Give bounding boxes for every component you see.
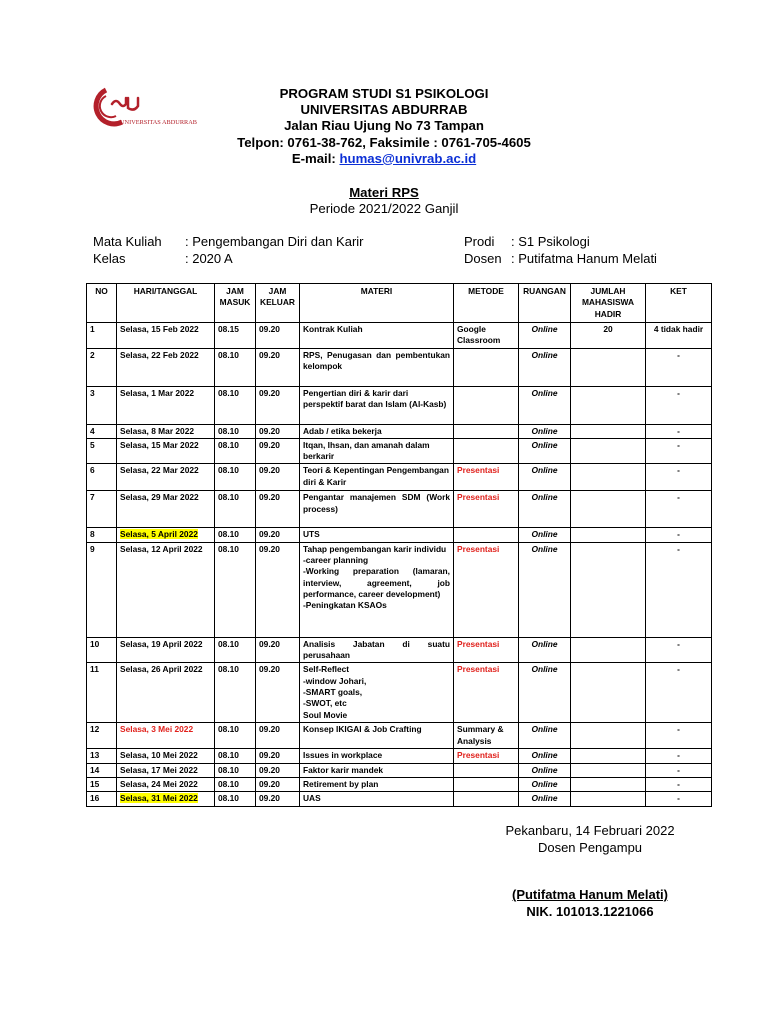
row-jam-keluar: 09.20 xyxy=(256,464,300,491)
row-materi: Kontrak Kuliah xyxy=(300,323,454,349)
table-row xyxy=(87,723,712,749)
row-jam-keluar: 09.20 xyxy=(256,491,300,528)
row-materi: Itqan, Ihsan, dan amanah dalam berkarir xyxy=(300,438,454,464)
table-row xyxy=(87,491,712,528)
row-no: 7 xyxy=(87,491,117,528)
row-date: Selasa, 15 Mar 2022 xyxy=(117,438,215,464)
row-date: Selasa, 1 Mar 2022 xyxy=(117,386,215,424)
row-date-cell xyxy=(117,528,215,542)
row-no: 15 xyxy=(87,777,117,791)
row-no: 13 xyxy=(87,749,117,763)
row-materi: Teori & Kepentingan Pengembangan diri & Karir xyxy=(300,464,454,491)
row-metode: Presentasi xyxy=(454,749,519,763)
row-metode xyxy=(454,348,519,386)
row-ruangan: Online xyxy=(519,542,571,637)
row-no: 4 xyxy=(87,424,117,438)
row-ruangan: Online xyxy=(519,386,571,424)
row-metode xyxy=(454,438,519,464)
mata-kuliah-value: : Pengembangan Diri dan Karir xyxy=(185,234,364,249)
row-jam-masuk: 08.10 xyxy=(215,348,256,386)
row-ruangan: Online xyxy=(519,777,571,791)
signer-nik: NIK. 101013.1221066 xyxy=(526,904,654,919)
signature-place-date-block xyxy=(460,822,720,856)
row-metode: Presentasi xyxy=(454,491,519,528)
row-ruangan: Online xyxy=(519,348,571,386)
row-no: 2 xyxy=(87,348,117,386)
col-header-jumlah: JUMLAH MAHASISWA HADIR xyxy=(571,284,646,323)
table-header-row xyxy=(87,284,712,323)
row-jam-keluar: 09.20 xyxy=(256,386,300,424)
row-jumlah xyxy=(571,491,646,528)
email-label: E-mail: xyxy=(291,150,340,166)
signer-role: Dosen Pengampu xyxy=(537,840,643,855)
row-materi: Pengertian diri & karir dari perspektif barat dan Islam (Al-Kasb) xyxy=(300,386,454,424)
row-ket: - xyxy=(646,723,712,749)
kelas-value: : 2020 A xyxy=(185,250,233,266)
row-materi: Adab / etika bekerja xyxy=(300,424,454,438)
table-row xyxy=(87,438,712,464)
row-ket: - xyxy=(646,386,712,424)
row-no: 1 xyxy=(87,323,117,349)
row-jumlah xyxy=(571,528,646,542)
row-jam-masuk: 08.10 xyxy=(215,763,256,777)
row-jumlah xyxy=(571,763,646,777)
program-info xyxy=(464,234,657,267)
row-jumlah xyxy=(571,542,646,637)
row-metode xyxy=(454,777,519,791)
row-date: Selasa, 15 Feb 2022 xyxy=(117,323,215,349)
row-ruangan: Online xyxy=(519,323,571,349)
row-jumlah xyxy=(571,438,646,464)
row-ket: - xyxy=(646,491,712,528)
row-jam-keluar: 09.20 xyxy=(256,777,300,791)
row-jam-keluar: 09.20 xyxy=(256,792,300,806)
dosen-label: Dosen xyxy=(464,250,502,266)
row-date: Selasa, 22 Mar 2022 xyxy=(117,464,215,491)
row-jam-keluar: 09.20 xyxy=(256,542,300,637)
rps-schedule-table xyxy=(86,283,712,807)
row-ket: - xyxy=(646,777,712,791)
row-ket: - xyxy=(646,464,712,491)
row-jam-masuk: 08.10 xyxy=(215,637,256,663)
row-no: 8 xyxy=(87,528,117,542)
row-ruangan: Online xyxy=(519,438,571,464)
university-name: UNIVERSITAS ABDURRAB xyxy=(300,102,468,118)
row-no: 3 xyxy=(87,386,117,424)
row-materi: Self-Reflect -window Johari, -SMART goals, -SWOT, etc Soul Movie xyxy=(300,663,454,723)
col-header-jam-keluar: JAM KELUAR xyxy=(256,284,300,323)
row-date: Selasa, 17 Mei 2022 xyxy=(117,763,215,777)
row-jumlah: 20 xyxy=(571,323,646,349)
col-header-metode: METODE xyxy=(454,284,519,323)
row-ruangan: Online xyxy=(519,749,571,763)
row-materi: Faktor karir mandek xyxy=(300,763,454,777)
address: Jalan Riau Ujung No 73 Tampan xyxy=(284,118,484,134)
row-ruangan: Online xyxy=(519,637,571,663)
dosen-value: : Putifatma Hanum Melati xyxy=(511,250,657,266)
row-date: Selasa, 3 Mei 2022 xyxy=(117,723,215,749)
course-info xyxy=(93,234,364,267)
row-ket: - xyxy=(646,528,712,542)
row-no: 9 xyxy=(87,542,117,637)
row-ket: - xyxy=(646,663,712,723)
row-no: 11 xyxy=(87,663,117,723)
row-materi: UAS xyxy=(300,792,454,806)
row-materi: Issues in workplace xyxy=(300,749,454,763)
row-jumlah xyxy=(571,386,646,424)
row-metode: Presentasi xyxy=(454,542,519,637)
table-row xyxy=(87,763,712,777)
row-jam-masuk: 08.10 xyxy=(215,491,256,528)
prodi-label: Prodi xyxy=(464,234,495,249)
row-materi: RPS, Penugasan dan pembentukan kelompok xyxy=(300,348,454,386)
row-no: 10 xyxy=(87,637,117,663)
table-row xyxy=(87,792,712,806)
place-date: Pekanbaru, 14 Februari 2022 xyxy=(505,823,675,838)
row-jam-masuk: 08.10 xyxy=(215,663,256,723)
row-materi: Retirement by plan xyxy=(300,777,454,791)
row-date: Selasa, 19 April 2022 xyxy=(117,637,215,663)
row-jam-masuk: 08.10 xyxy=(215,386,256,424)
row-materi: UTS xyxy=(300,528,454,542)
row-metode xyxy=(454,424,519,438)
row-metode xyxy=(454,763,519,777)
mata-kuliah-label: Mata Kuliah xyxy=(93,234,162,249)
col-header-no: NO xyxy=(87,284,117,323)
row-metode: Presentasi xyxy=(454,464,519,491)
col-header-date: HARI/TANGGAL xyxy=(117,284,215,323)
row-jam-keluar: 09.20 xyxy=(256,723,300,749)
row-ket: - xyxy=(646,763,712,777)
row-date: Selasa, 10 Mei 2022 xyxy=(117,749,215,763)
table-row xyxy=(87,348,712,386)
row-jam-keluar: 09.20 xyxy=(256,663,300,723)
program-name: PROGRAM STUDI S1 PSIKOLOGI xyxy=(279,86,489,101)
row-date: Selasa, 26 April 2022 xyxy=(117,663,215,723)
logo-text: UNIVERSITAS ABDURRAB xyxy=(120,119,197,126)
row-ket: - xyxy=(646,438,712,464)
row-metode xyxy=(454,528,519,542)
row-jam-masuk: 08.10 xyxy=(215,723,256,749)
row-jam-masuk: 08.10 xyxy=(215,438,256,464)
row-ket: - xyxy=(646,542,712,637)
row-date: Selasa, 5 April 2022 xyxy=(120,529,198,540)
table-row xyxy=(87,323,712,349)
row-jam-keluar: 09.20 xyxy=(256,763,300,777)
row-jumlah xyxy=(571,723,646,749)
row-date: Selasa, 12 April 2022 xyxy=(117,542,215,637)
row-jam-masuk: 08.10 xyxy=(215,777,256,791)
row-materi: Pengantar manajemen SDM (Work process) xyxy=(300,491,454,528)
kelas-label: Kelas xyxy=(93,250,126,266)
row-date: Selasa, 8 Mar 2022 xyxy=(117,424,215,438)
letterhead xyxy=(0,86,768,167)
row-ruangan: Online xyxy=(519,528,571,542)
row-ket: 4 tidak hadir xyxy=(646,323,712,349)
row-jam-masuk: 08.10 xyxy=(215,792,256,806)
table-row xyxy=(87,464,712,491)
row-date: Selasa, 29 Mar 2022 xyxy=(117,491,215,528)
row-jam-masuk: 08.10 xyxy=(215,542,256,637)
col-header-ruangan: RUANGAN xyxy=(519,284,571,323)
row-jumlah xyxy=(571,348,646,386)
row-jumlah xyxy=(571,637,646,663)
row-no: 14 xyxy=(87,763,117,777)
row-no: 16 xyxy=(87,792,117,806)
row-date-cell xyxy=(117,792,215,806)
row-materi: Konsep IKIGAI & Job Crafting xyxy=(300,723,454,749)
row-ruangan: Online xyxy=(519,464,571,491)
table-row xyxy=(87,749,712,763)
row-jam-keluar: 09.20 xyxy=(256,348,300,386)
row-date: Selasa, 22 Feb 2022 xyxy=(117,348,215,386)
row-jam-keluar: 09.20 xyxy=(256,528,300,542)
row-materi: Analisis Jabatan di suatu perusahaan xyxy=(300,637,454,663)
row-ket: - xyxy=(646,348,712,386)
col-header-materi: MATERI xyxy=(300,284,454,323)
row-ruangan: Online xyxy=(519,424,571,438)
row-jam-keluar: 09.20 xyxy=(256,323,300,349)
document-title: Materi RPS xyxy=(349,185,419,200)
row-ruangan: Online xyxy=(519,723,571,749)
signature-name-block xyxy=(460,886,720,920)
table-row xyxy=(87,386,712,424)
row-no: 6 xyxy=(87,464,117,491)
prodi-value: : S1 Psikologi xyxy=(511,234,590,249)
phone-fax: Telpon: 0761-38-762, Faksimile : 0761-705-4605 xyxy=(237,134,531,150)
row-metode: Presentasi xyxy=(454,663,519,723)
row-ruangan: Online xyxy=(519,792,571,806)
row-jumlah xyxy=(571,777,646,791)
table-row xyxy=(87,542,712,637)
table-row xyxy=(87,637,712,663)
row-no: 12 xyxy=(87,723,117,749)
row-jumlah xyxy=(571,663,646,723)
row-ket: - xyxy=(646,424,712,438)
row-jumlah xyxy=(571,424,646,438)
row-ruangan: Online xyxy=(519,663,571,723)
document-period: Periode 2021/2022 Ganjil xyxy=(309,201,459,216)
row-materi: Tahap pengembangan karir individu -career planning -Working preparation (lamaran, interview, agreement, job performance, career development) -Peningkatan KSAOs xyxy=(300,542,454,637)
row-jam-keluar: 09.20 xyxy=(256,749,300,763)
table-row xyxy=(87,528,712,542)
email-link[interactable]: humas@univrab.ac.id xyxy=(339,150,477,166)
row-jam-keluar: 09.20 xyxy=(256,637,300,663)
document-title-block xyxy=(0,185,768,217)
row-metode: Google Classroom xyxy=(454,323,519,349)
row-no: 5 xyxy=(87,438,117,464)
row-jam-masuk: 08.15 xyxy=(215,323,256,349)
row-ruangan: Online xyxy=(519,763,571,777)
row-metode xyxy=(454,386,519,424)
row-jam-keluar: 09.20 xyxy=(256,424,300,438)
row-jam-masuk: 08.10 xyxy=(215,749,256,763)
row-ket: - xyxy=(646,792,712,806)
signer-name: (Putifatma Hanum Melati) xyxy=(511,887,668,902)
row-jam-masuk: 08.10 xyxy=(215,424,256,438)
row-ruangan: Online xyxy=(519,491,571,528)
row-date: Selasa, 24 Mei 2022 xyxy=(117,777,215,791)
row-ket: - xyxy=(646,749,712,763)
email-line xyxy=(0,151,768,167)
col-header-jam-masuk: JAM MASUK xyxy=(215,284,256,323)
row-jumlah xyxy=(571,792,646,806)
row-jam-masuk: 08.10 xyxy=(215,464,256,491)
col-header-ket: KET xyxy=(646,284,712,323)
table-row xyxy=(87,777,712,791)
row-jam-masuk: 08.10 xyxy=(215,528,256,542)
table-row xyxy=(87,663,712,723)
row-jam-keluar: 09.20 xyxy=(256,438,300,464)
row-ket: - xyxy=(646,637,712,663)
row-metode xyxy=(454,792,519,806)
row-jumlah xyxy=(571,464,646,491)
row-jumlah xyxy=(571,749,646,763)
row-metode: Presentasi xyxy=(454,637,519,663)
row-date: Selasa, 31 Mei 2022 xyxy=(120,793,198,804)
table-row xyxy=(87,424,712,438)
row-metode: Summary & Analysis xyxy=(454,723,519,749)
